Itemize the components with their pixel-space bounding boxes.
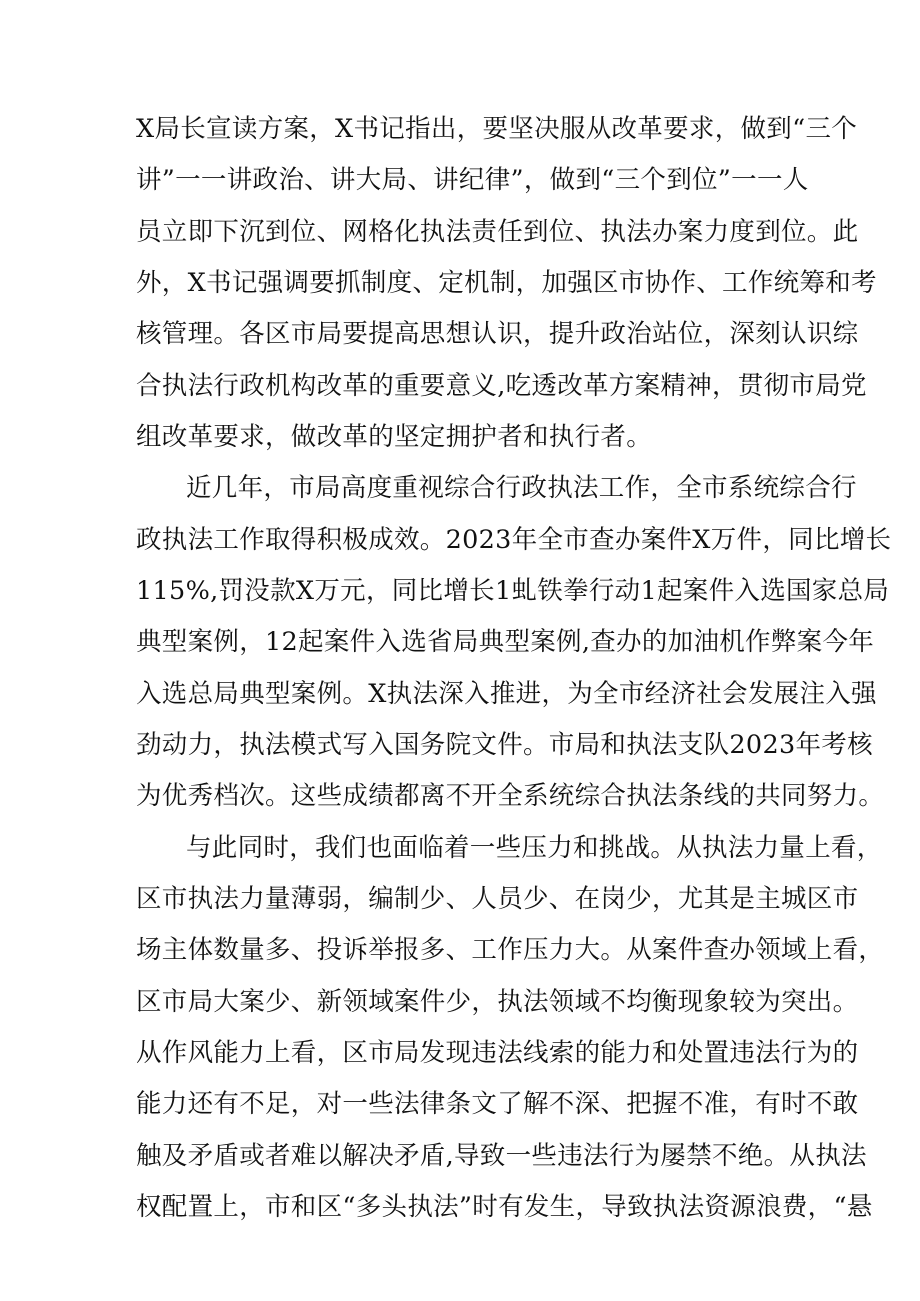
text-line: 为优秀档次。这些成绩都离不开全系统综合执法条线的共同努力。 xyxy=(136,781,885,811)
paragraph-first-line: 近几年，市局高度重视综合行政执法工作，全市系统综合行 xyxy=(186,473,857,503)
text-line: 外，X书记强调要抓制度、定机制，加强区市协作、工作统筹和考 xyxy=(136,268,877,298)
text-line: 核管理。各区市局要提高思想认识，提升政治站位，深刻认识综 xyxy=(136,319,859,349)
text-line: 典型案例，12起案件入选省局典型案例,查办的加油机作弊案今年 xyxy=(136,627,875,657)
text-line: 入选总局典型案例。X执法深入推进，为全市经济社会发展注入强 xyxy=(136,679,877,709)
text-line: X局长宣读方案，X书记指出，要坚决服从改革要求，做到“三个 xyxy=(136,114,858,144)
text-line: 场主体数量多、投诉举报多、工作压力大。从案件查办领域上看， xyxy=(136,935,885,965)
text-line: 权配置上，市和区“多头执法”时有发生，导致执法资源浪费，“悬 xyxy=(136,1192,873,1222)
text-line: 组改革要求，做改革的坚定拥护者和执行者。 xyxy=(136,422,653,452)
text-line: 区市执法力量薄弱，编制少、人员少、在岗少，尤其是主城区市 xyxy=(136,884,859,914)
text-line: 劲动力，执法模式写入国务院文件。市局和执法支队2023年考核 xyxy=(136,730,873,760)
paragraph-first-line: 与此同时，我们也面临着一些压力和挑战。从执法力量上看， xyxy=(186,833,883,863)
text-line: 能力还有不足，对一些法律条文了解不深、把握不准，有时不敢 xyxy=(136,1089,859,1119)
text-line: 讲”一一讲政治、讲大局、讲纪律”，做到“三个到位”一一人 xyxy=(136,165,809,195)
text-line: 从作风能力上看，区市局发现违法线索的能力和处置违法行为的 xyxy=(136,1038,859,1068)
text-line: 115%,罚没款X万元，同比增长1虬铁拳行动1起案件入选国家总局 xyxy=(136,576,890,606)
text-line: 触及矛盾或者难以解决矛盾,导致一些违法行为屡禁不绝。从执法 xyxy=(136,1141,867,1171)
text-line: 员立即下沉到位、网格化执法责任到位、执法办案力度到位。此 xyxy=(136,217,859,247)
text-line: 合执法行政机构改革的重要意义,吃透改革方案精神，贯彻市局党 xyxy=(136,371,867,401)
text-line: 区市局大案少、新领域案件少，执法领域不均衡现象较为突出。 xyxy=(136,987,859,1017)
text-line: 政执法工作取得积极成效。2023年全市查办案件X万件，同比增长 xyxy=(136,525,892,555)
